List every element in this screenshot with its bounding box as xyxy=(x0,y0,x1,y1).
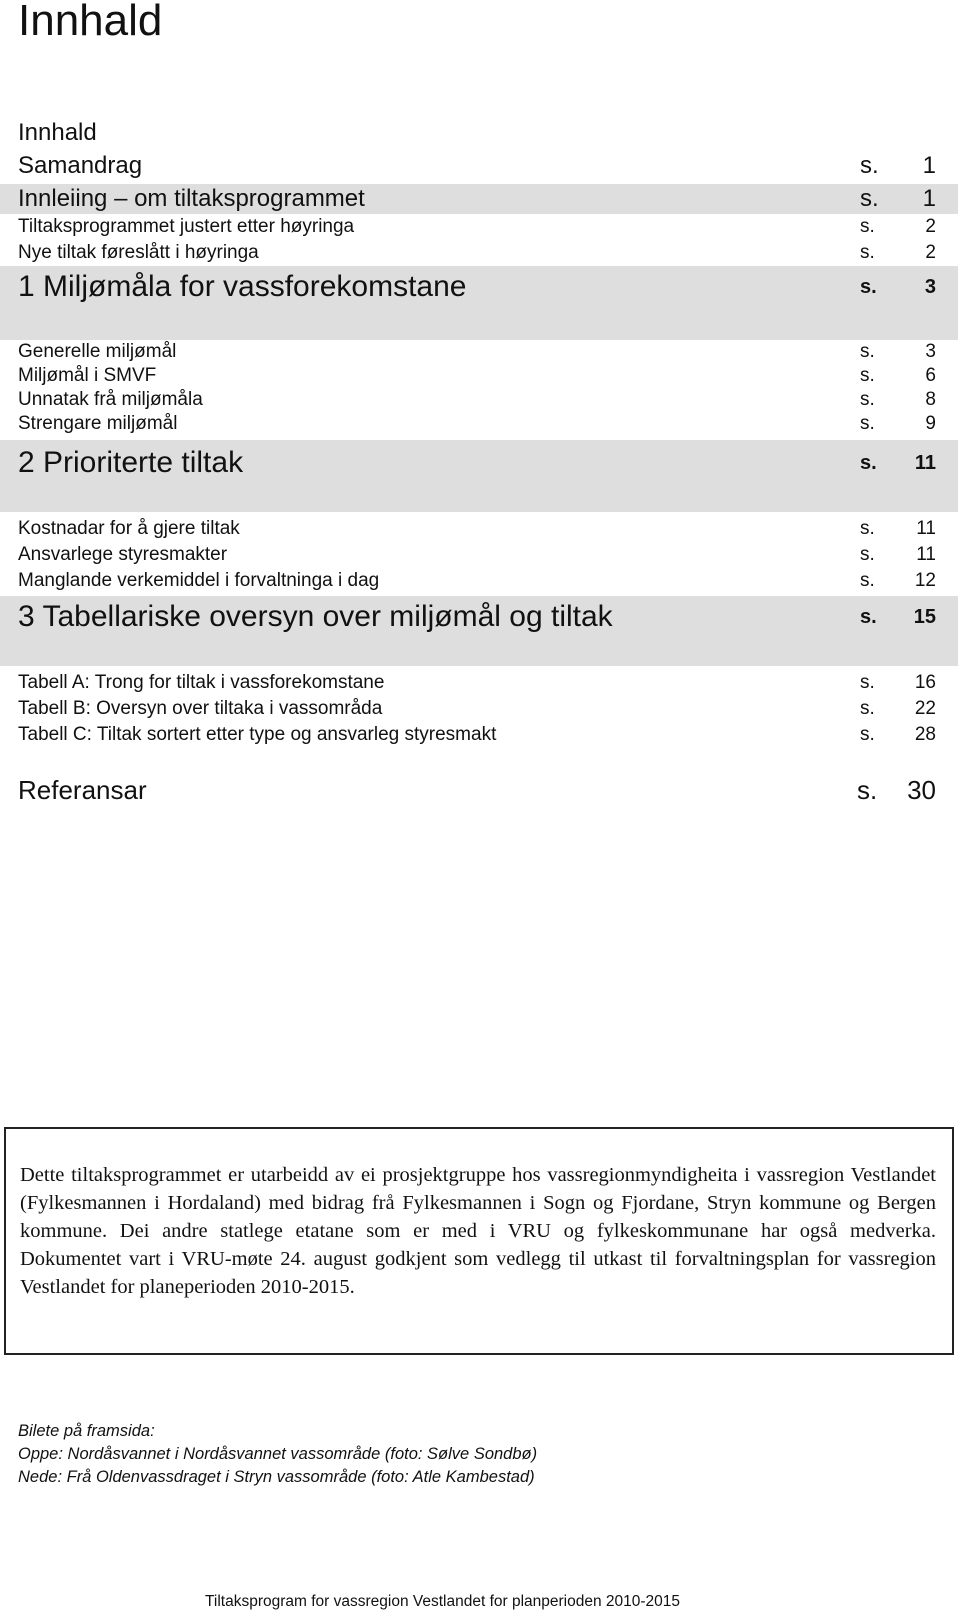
toc-entry-samandrag[interactable] xyxy=(0,150,958,182)
caption-line-bottom: Nede: Frå Oldenvassdraget i Stryn vassområde (foto: Atle Kambestad) xyxy=(18,1468,535,1486)
toc-entry-page: 8 xyxy=(925,389,936,410)
toc-entry-innleiing[interactable] xyxy=(0,184,958,214)
toc-entry-page: 22 xyxy=(914,698,936,719)
toc-chapter-3[interactable] xyxy=(0,596,958,666)
info-box xyxy=(4,1127,954,1355)
toc-chapter-2[interactable] xyxy=(0,440,958,512)
toc-entry-prefix: s. xyxy=(860,698,875,719)
toc-entry-prefix: s. xyxy=(860,413,875,434)
toc-entry-tabell-c[interactable] xyxy=(0,722,958,748)
toc-entry-prefix: s. xyxy=(860,185,879,212)
toc-entry-label: Unnatak frå miljømåla xyxy=(18,389,203,410)
toc-entry-prefix: s. xyxy=(860,341,875,362)
toc-entry-label: Manglande verkemiddel i forvaltninga i dag xyxy=(18,570,380,591)
toc-entry-page: 12 xyxy=(914,570,936,591)
toc-entry-page: 11 xyxy=(914,452,936,474)
toc-entry-page: 11 xyxy=(916,518,936,539)
toc-entry-prefix: s. xyxy=(860,544,875,565)
toc-entry-label: Referansar xyxy=(18,774,147,805)
toc-entry-nye-tiltak[interactable] xyxy=(0,240,958,266)
caption-title: Bilete på framsida: xyxy=(18,1422,155,1440)
cover-photo-caption xyxy=(18,1420,537,1489)
toc-entry-label: Strengare miljømål xyxy=(18,413,178,434)
toc-entry-page: 30 xyxy=(907,774,936,805)
toc-entry-page: 3 xyxy=(925,341,936,362)
toc-entry-page: 6 xyxy=(925,365,936,386)
toc-entry-label: Samandrag xyxy=(18,152,143,179)
toc-entry-label: Tiltaksprogrammet justert etter høyringa xyxy=(18,216,355,237)
toc-entry-justert[interactable] xyxy=(0,214,958,240)
toc-chapter-label: 1 Miljømåla for vassforekomstane xyxy=(18,270,467,303)
toc-entry-label: Miljømål i SMVF xyxy=(18,365,157,386)
toc-entry-tabell-a[interactable] xyxy=(0,670,958,696)
toc-entry-ansvarlege[interactable] xyxy=(0,542,958,568)
toc-entry-strengare[interactable] xyxy=(0,412,958,436)
toc-entry-prefix: s. xyxy=(860,570,875,591)
toc-chapter-label: 2 Prioriterte tiltak xyxy=(18,446,244,479)
toc-entry-prefix: s. xyxy=(860,606,877,628)
toc-chapter-1[interactable] xyxy=(0,266,958,340)
toc-entry-prefix: s. xyxy=(860,276,877,298)
toc-entry-prefix: s. xyxy=(860,365,875,386)
toc-entry-label: Kostnadar for å gjere tiltak xyxy=(18,518,240,539)
page-title: Innhald xyxy=(18,0,163,45)
toc-entry-page: 15 xyxy=(913,606,936,628)
toc-entry-page: 2 xyxy=(925,216,936,237)
toc-entry-label: Tabell B: Oversyn over tiltaka i vassområda xyxy=(18,698,383,719)
toc-entry-label: Innleiing – om tiltaksprogrammet xyxy=(18,185,365,212)
toc-entry-prefix: s. xyxy=(860,724,875,745)
toc-heading: Innhald xyxy=(18,119,97,146)
toc-entry-label: Tabell A: Trong for tiltak i vassforekomstane xyxy=(18,672,385,693)
caption-line-top: Oppe: Nordåsvannet i Nordåsvannet vassområde (foto: Sølve Sondbø) xyxy=(18,1445,538,1463)
toc-entry-label: Generelle miljømål xyxy=(18,341,177,362)
toc-entry-generelle[interactable] xyxy=(0,340,958,364)
toc-entry-page: 3 xyxy=(924,276,936,298)
toc-entry-prefix: s. xyxy=(860,216,875,237)
toc-entry-page: 1 xyxy=(922,185,936,212)
page-footer: Tiltaksprogram for vassregion Vestlandet for planperioden 2010-2015 xyxy=(205,1593,681,1610)
toc-entry-prefix: s. xyxy=(860,389,875,410)
toc-entry-prefix: s. xyxy=(860,452,877,474)
toc-entry-smvf[interactable] xyxy=(0,364,958,388)
toc-entry-page: 16 xyxy=(914,672,936,693)
toc-chapter-label: 3 Tabellariske oversyn over miljømål og tiltak xyxy=(18,600,613,633)
toc-entry-kostnadar[interactable] xyxy=(0,516,958,542)
toc-entry-page: 28 xyxy=(914,724,936,745)
toc-entry-label: Ansvarlege styresmakter xyxy=(18,544,228,565)
toc-entry-prefix: s. xyxy=(860,152,879,179)
toc-entry-unnatak[interactable] xyxy=(0,388,958,412)
toc-entry-tabell-b[interactable] xyxy=(0,696,958,722)
toc-entry-referansar[interactable] xyxy=(0,772,958,808)
toc-entry-manglande[interactable] xyxy=(0,568,958,594)
toc-entry-prefix: s. xyxy=(860,672,875,693)
toc-entry-prefix: s. xyxy=(860,518,875,539)
toc-entry-label: Nye tiltak føreslått i høyringa xyxy=(18,242,259,263)
toc-entry-page: 1 xyxy=(922,152,936,179)
toc-entry-page: 11 xyxy=(916,544,936,565)
toc-entry-label: Tabell C: Tiltak sortert etter type og ansvarleg styresmakt xyxy=(18,724,497,745)
toc-entry-prefix: s. xyxy=(857,774,878,805)
info-box-text: Dette tiltaksprogrammet er utarbeidd av ei prosjektgruppe hos vassregionmyndigheita i vassregion Vestlandet (Fylkesmannen i Hordaland) med bidrag frå Fylkesmannen i Sogn og Fjordane, Stryn kommune og Bergen kommune. Dei andre statlege etatane som er med i VRU og fylkeskommunane har også medverka. Dokumentet vart i VRU-møte 24. august godkjent som vedlegg til utkast til forvaltningsplan for vassregion Vestlandet for planeperioden 2010-2015. xyxy=(20,1164,936,1298)
toc-entry-page: 2 xyxy=(925,242,936,263)
toc-entry-prefix: s. xyxy=(860,242,875,263)
toc-entry-page: 9 xyxy=(925,413,936,434)
